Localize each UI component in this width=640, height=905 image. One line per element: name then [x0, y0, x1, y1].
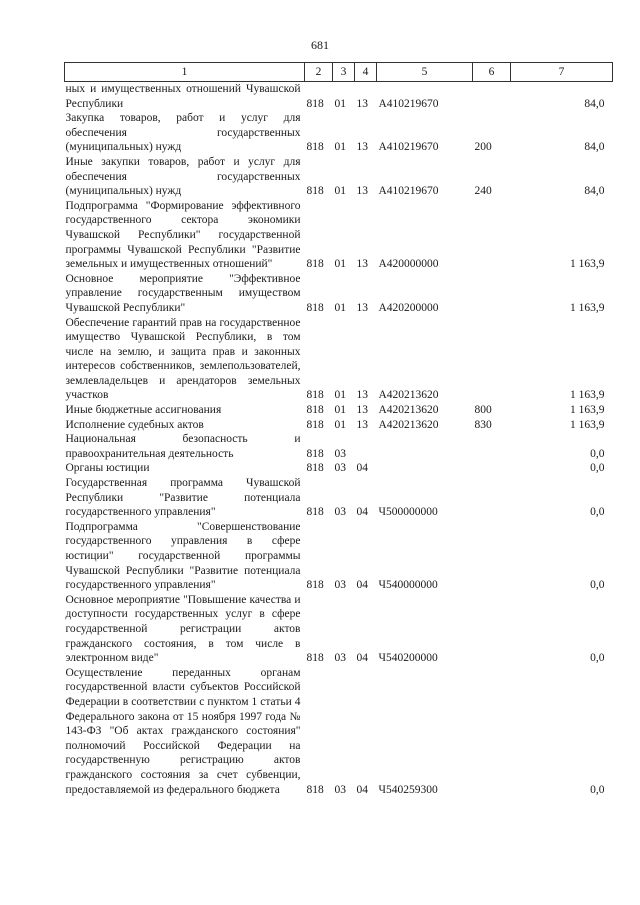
row-amount: 84,0	[584, 97, 605, 110]
row-amount: 0,0	[590, 462, 605, 475]
row-section-code: 03	[334, 447, 346, 460]
row-ministry-code: 818	[306, 141, 324, 154]
row-expense-type	[473, 520, 511, 593]
row-expense-type	[473, 461, 511, 476]
row-amount: 1 163,9	[570, 301, 605, 314]
row-subsection-code: 04	[356, 579, 368, 592]
row-subsection-code	[355, 432, 377, 461]
row-expense-type: 800	[474, 404, 492, 417]
row-section-code: 03	[334, 506, 346, 519]
row-expense-type	[473, 666, 511, 797]
row-target-code: Ч500000000	[378, 506, 438, 519]
table-row	[65, 418, 613, 433]
row-subsection-code: 13	[356, 258, 368, 271]
row-target-code: А420200000	[378, 301, 439, 314]
header-col-6: 6	[473, 63, 511, 82]
row-section-code: 03	[334, 652, 346, 665]
row-section-code: 03	[334, 579, 346, 592]
table-row	[65, 476, 613, 520]
row-target-code: А420213620	[378, 404, 439, 417]
row-subsection-code: 04	[356, 783, 368, 796]
row-subsection-code: 13	[356, 97, 368, 110]
table-row	[65, 666, 613, 797]
row-expense-type	[473, 82, 511, 112]
row-ministry-code: 818	[306, 506, 324, 519]
table-row	[65, 272, 613, 316]
table-row	[65, 155, 613, 199]
page-number: 681	[311, 38, 329, 52]
row-amount: 84,0	[584, 185, 605, 198]
header-col-3: 3	[333, 63, 355, 82]
row-ministry-code: 818	[306, 783, 324, 796]
table-row	[65, 432, 613, 461]
header-col-2: 2	[305, 63, 333, 82]
row-amount: 84,0	[584, 141, 605, 154]
row-target-code	[377, 432, 473, 461]
row-target-code: А420213620	[378, 418, 439, 431]
row-amount: 1 163,9	[570, 258, 605, 271]
row-section-code: 01	[334, 418, 346, 431]
row-subsection-code: 13	[356, 185, 368, 198]
row-amount: 1 163,9	[570, 404, 605, 417]
table-row	[65, 461, 613, 476]
table-row	[65, 82, 613, 112]
table-row	[65, 593, 613, 666]
row-amount: 1 163,9	[570, 418, 605, 431]
row-subsection-code: 13	[356, 389, 368, 402]
row-ministry-code: 818	[306, 418, 324, 431]
row-amount: 0,0	[590, 652, 605, 665]
row-section-code: 03	[334, 783, 346, 796]
row-target-code: А420000000	[378, 258, 439, 271]
row-amount: 1 163,9	[570, 389, 605, 402]
row-name: Иные закупки товаров, работ и услуг для обеспечения государственных (муниципальных) нужд	[65, 155, 301, 198]
table-body	[65, 82, 613, 798]
row-section-code: 03	[334, 462, 346, 475]
row-name: Осуществление переданных органам государственной власти субъектов Российской Федерации в соответствии с пунктом 1 статьи 4 Федерального закона от 15 ноября 1997 года № 143-ФЗ "Об актах гражданского состояния" полномочий Российской Федерации на государственную регистрацию актов гражданского состояния за счет субвенции, предоставляемой из федерального бюджета	[65, 666, 301, 796]
row-expense-type: 830	[474, 418, 492, 431]
row-name: Подпрограмма "Совершенствование государственного управления в сфере юстиции" государственной программы Чувашской Республики "Развитие потенциала государственного управления"	[65, 520, 301, 592]
row-expense-type	[473, 476, 511, 520]
row-section-code: 01	[334, 258, 346, 271]
row-expense-type	[473, 316, 511, 404]
row-name: Подпрограмма "Формирование эффективного государственного сектора экономики Чувашской Республики" государственной программы Чувашской Республики "Развитие земельных и имущественных отношений"	[65, 199, 301, 271]
table-row	[65, 316, 613, 404]
row-subsection-code: 13	[356, 404, 368, 417]
row-ministry-code: 818	[306, 185, 324, 198]
row-ministry-code: 818	[306, 258, 324, 271]
row-expense-type	[473, 593, 511, 666]
row-target-code: Ч540000000	[378, 579, 438, 592]
row-ministry-code: 818	[306, 389, 324, 402]
row-subsection-code: 13	[356, 301, 368, 314]
table-row	[65, 199, 613, 272]
row-name: Обеспечение гарантий прав на государственное имущество Чувашской Республики, в том числе на землю, и защита прав и законных интересов собственников, землепользователей, землевладельцев и арендаторов земельных участков	[65, 316, 301, 402]
row-amount: 0,0	[590, 506, 605, 519]
row-expense-type: 240	[474, 185, 492, 198]
row-target-code: А410219670	[378, 141, 439, 154]
row-target-code	[377, 461, 473, 476]
row-ministry-code: 818	[306, 652, 324, 665]
row-section-code: 01	[334, 97, 346, 110]
row-expense-type	[473, 272, 511, 316]
row-amount: 0,0	[590, 447, 605, 460]
row-target-code: Ч540259300	[378, 783, 438, 796]
row-ministry-code: 818	[306, 97, 324, 110]
row-subsection-code: 04	[356, 462, 368, 475]
row-subsection-code: 13	[356, 141, 368, 154]
row-section-code: 01	[334, 389, 346, 402]
row-ministry-code: 818	[306, 462, 324, 475]
row-subsection-code: 04	[356, 506, 368, 519]
row-expense-type	[473, 432, 511, 461]
row-name: Исполнение судебных актов	[65, 418, 204, 431]
row-name: Основное мероприятие "Повышение качества и доступности государственных услуг в сфере государственной регистрации актов гражданского состояния, в том числе в электронном виде"	[65, 593, 301, 665]
row-name: Иные бюджетные ассигнования	[65, 404, 222, 417]
table-row	[65, 111, 613, 155]
row-name: Национальная безопасность и правоохранительная деятельность	[65, 433, 301, 460]
row-name: Органы юстиции	[65, 462, 150, 475]
row-ministry-code: 818	[306, 301, 324, 314]
row-name: Основное мероприятие "Эффективное управление государственным имуществом Чувашской Республики"	[65, 272, 301, 314]
budget-table	[64, 62, 613, 797]
row-ministry-code: 818	[306, 447, 324, 460]
table-row	[65, 403, 613, 418]
row-amount: 0,0	[590, 579, 605, 592]
header-col-4: 4	[355, 63, 377, 82]
row-ministry-code: 818	[306, 404, 324, 417]
row-name: ных и имущественных отношений Чувашской Республики	[65, 83, 301, 110]
row-section-code: 01	[334, 404, 346, 417]
table-header	[65, 63, 613, 82]
row-target-code: Ч540200000	[378, 652, 438, 665]
header-col-7: 7	[511, 63, 613, 82]
row-target-code: А410219670	[378, 97, 439, 110]
row-section-code: 01	[334, 185, 346, 198]
row-section-code: 01	[334, 301, 346, 314]
row-subsection-code: 04	[356, 652, 368, 665]
row-name: Государственная программа Чувашской Республики "Развитие потенциала государственного управления"	[65, 477, 301, 519]
row-target-code: А410219670	[378, 185, 439, 198]
row-section-code: 01	[334, 141, 346, 154]
row-ministry-code: 818	[306, 579, 324, 592]
row-amount: 0,0	[590, 783, 605, 796]
header-col-1: 1	[65, 63, 305, 82]
row-subsection-code: 13	[356, 418, 368, 431]
header-col-5: 5	[377, 63, 473, 82]
row-name: Закупка товаров, работ и услуг для обеспечения государственных (муниципальных) нужд	[65, 112, 301, 154]
row-expense-type	[473, 199, 511, 272]
row-expense-type: 200	[474, 141, 492, 154]
table-row	[65, 520, 613, 593]
row-target-code: А420213620	[378, 389, 439, 402]
